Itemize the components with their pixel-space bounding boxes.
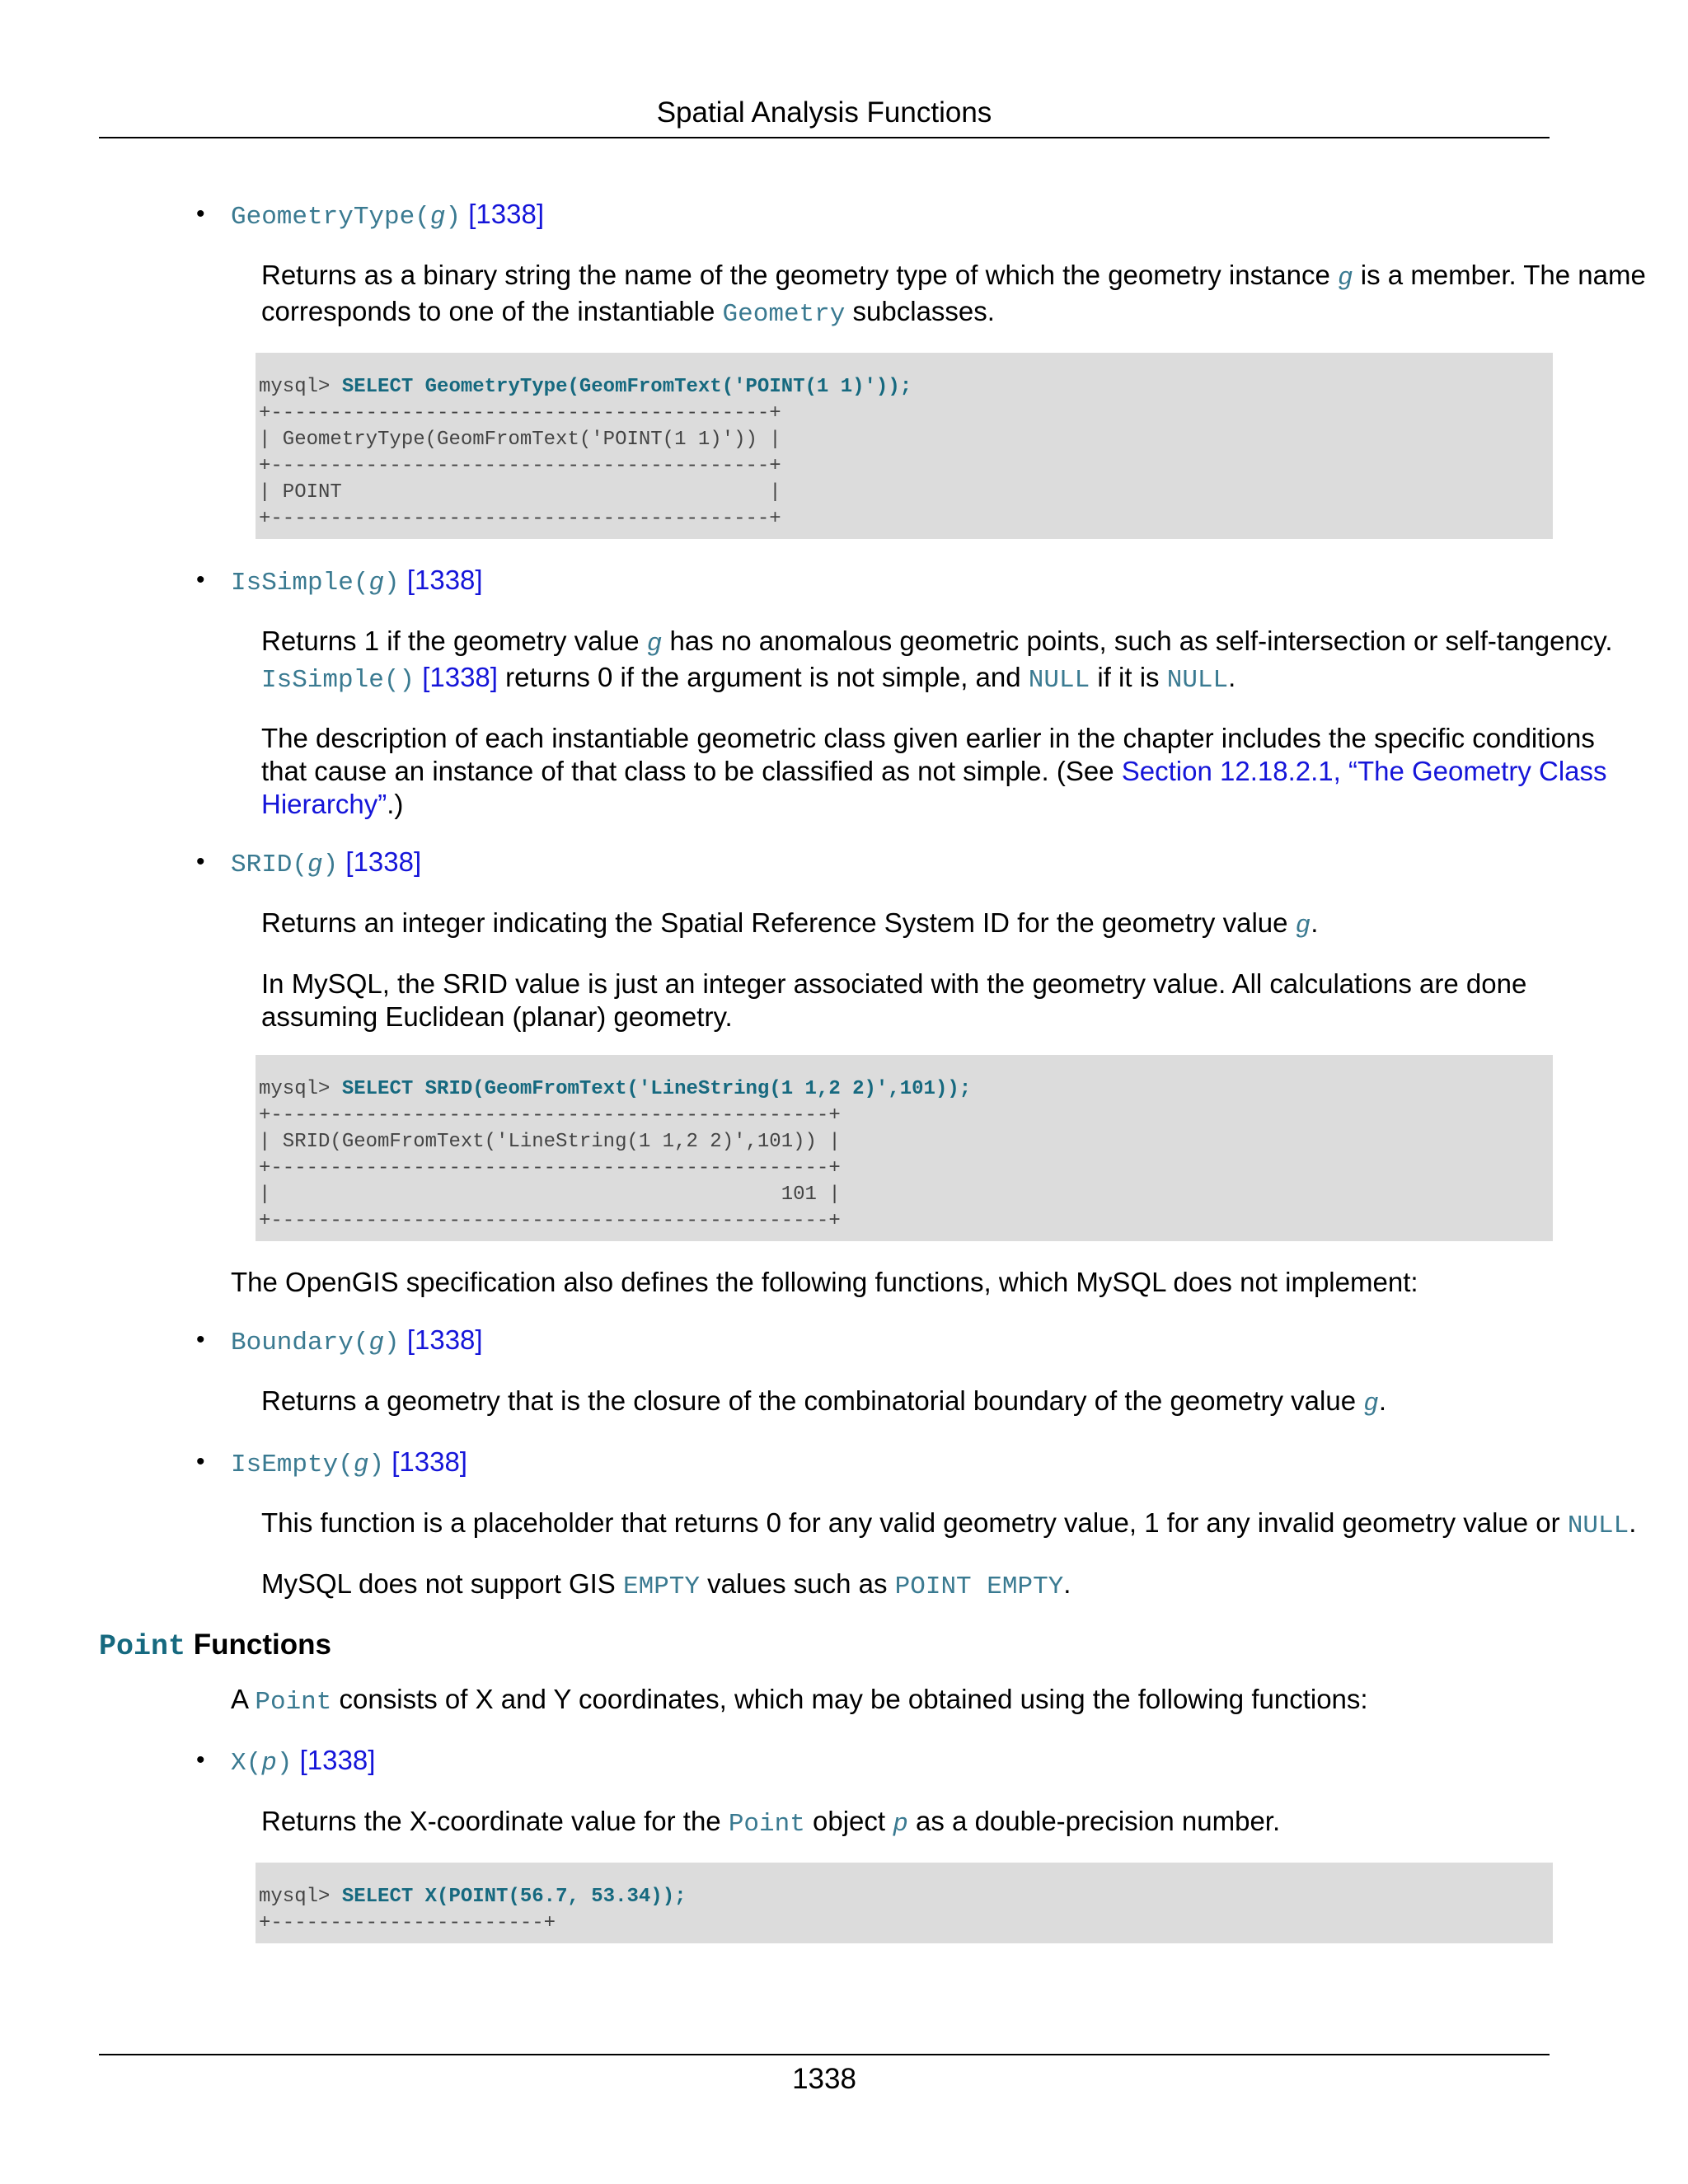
function-name[interactable]: X(p) (231, 1749, 293, 1778)
function-description: Returns 1 if the geometry value g has no anomalous geometric points, such as self-intersection or self-tangency. IsSimple() [1338] returns 0 if the argument is not simple, and NULL if it is NULL. (261, 626, 1613, 695)
bullet-icon: • (196, 566, 205, 593)
function-description: Returns as a binary string the name of the geometry type of which the geometry instance g is a member. The name corresponds to one of the instantiable Geometry subclasses. (261, 260, 1646, 329)
page-ref-link[interactable]: [1338] (422, 662, 498, 692)
function-name[interactable]: IsEmpty(g) (231, 1451, 385, 1479)
function-description: Returns the X-coordinate value for the Point object p as a double-precision number. (261, 1806, 1281, 1839)
function-description: Returns an integer indicating the Spatial Reference System ID for the geometry value g. (261, 907, 1319, 940)
section-title-point-functions: Point Functions (99, 1629, 331, 1663)
page-ref-link[interactable]: [1338] (299, 1745, 376, 1775)
page-ref-link[interactable]: [1338] (406, 1324, 483, 1355)
function-name[interactable]: GeometryType(g) (231, 203, 462, 232)
header-rule (99, 137, 1550, 138)
page-ref-link[interactable]: [1338] (392, 1446, 467, 1477)
function-name[interactable]: SRID(g) (231, 851, 339, 879)
function-item-x (196, 1744, 1550, 1780)
page-ref-link[interactable]: [1338] (345, 846, 422, 877)
bullet-icon: • (196, 848, 205, 875)
code-example: mysql> SELECT SRID(GeomFromText('LineString(1 1,2 2)',101)); +-----------------------------------------------+ | SRID(GeomFromText('LineString(1 1,2 2)',101)) | +-----------------------------------------------+ | 101 | +-----------------------------------------------+ (256, 1055, 1553, 1241)
function-item-srid (196, 846, 1550, 882)
function-item-geometrytype (196, 198, 1550, 234)
page-header: Spatial Analysis Functions (656, 96, 992, 129)
point-intro: A Point consists of X and Y coordinates, which may be obtained using the following functions: (231, 1684, 1368, 1717)
page-number: 1338 (792, 2063, 856, 2095)
page-ref-link[interactable]: [1338] (468, 199, 544, 229)
function-description: Returns a geometry that is the closure of the combinatorial boundary of the geometry value g. (261, 1385, 1387, 1418)
function-description: MySQL does not support GIS EMPTY values such as POINT EMPTY. (261, 1568, 1071, 1601)
function-description: This function is a placeholder that returns 0 for any valid geometry value, 1 for any invalid geometry value or NULL. (261, 1507, 1637, 1540)
page-ref-link[interactable]: [1338] (406, 565, 483, 595)
function-item-issimple (196, 564, 1550, 600)
section-link[interactable]: Section 12.18.2.1, “The Geometry Class Hierarchy” (261, 756, 1607, 819)
bullet-icon: • (196, 1326, 205, 1353)
function-name[interactable]: Boundary(g) (231, 1329, 400, 1357)
bullet-icon: • (196, 200, 205, 227)
footer-rule (99, 2054, 1550, 2055)
code-example: mysql> SELECT X(POINT(56.7, 53.34)); +-----------------------+ (256, 1863, 1553, 1943)
function-description: In MySQL, the SRID value is just an integer associated with the geometry value. All calculations are done assuming Euclidean (planar) geometry. (261, 968, 1527, 1032)
code-example: mysql> SELECT GeometryType(GeomFromText('POINT(1 1)')); +------------------------------------------+ | GeometryType(GeomFromText('POINT(1 1)')) | +------------------------------------------+ | POINT | +------------------------------------------+ (256, 353, 1553, 539)
function-item-boundary (196, 1324, 1550, 1360)
function-description: The description of each instantiable geometric class given earlier in the chapter includes the specific conditions that cause an instance of that class to be classified as not simple. (See Section 12.18.2.1, “The Geometry Class Hierarchy”.) (261, 723, 1607, 819)
bullet-icon: • (196, 1746, 205, 1774)
function-item-isempty (196, 1446, 1550, 1482)
opengis-note: The OpenGIS specification also defines the following functions, which MySQL does not implement: (231, 1267, 1418, 1297)
function-name[interactable]: IsSimple(g) (231, 569, 400, 598)
bullet-icon: • (196, 1448, 205, 1475)
page-content (99, 188, 1646, 1943)
